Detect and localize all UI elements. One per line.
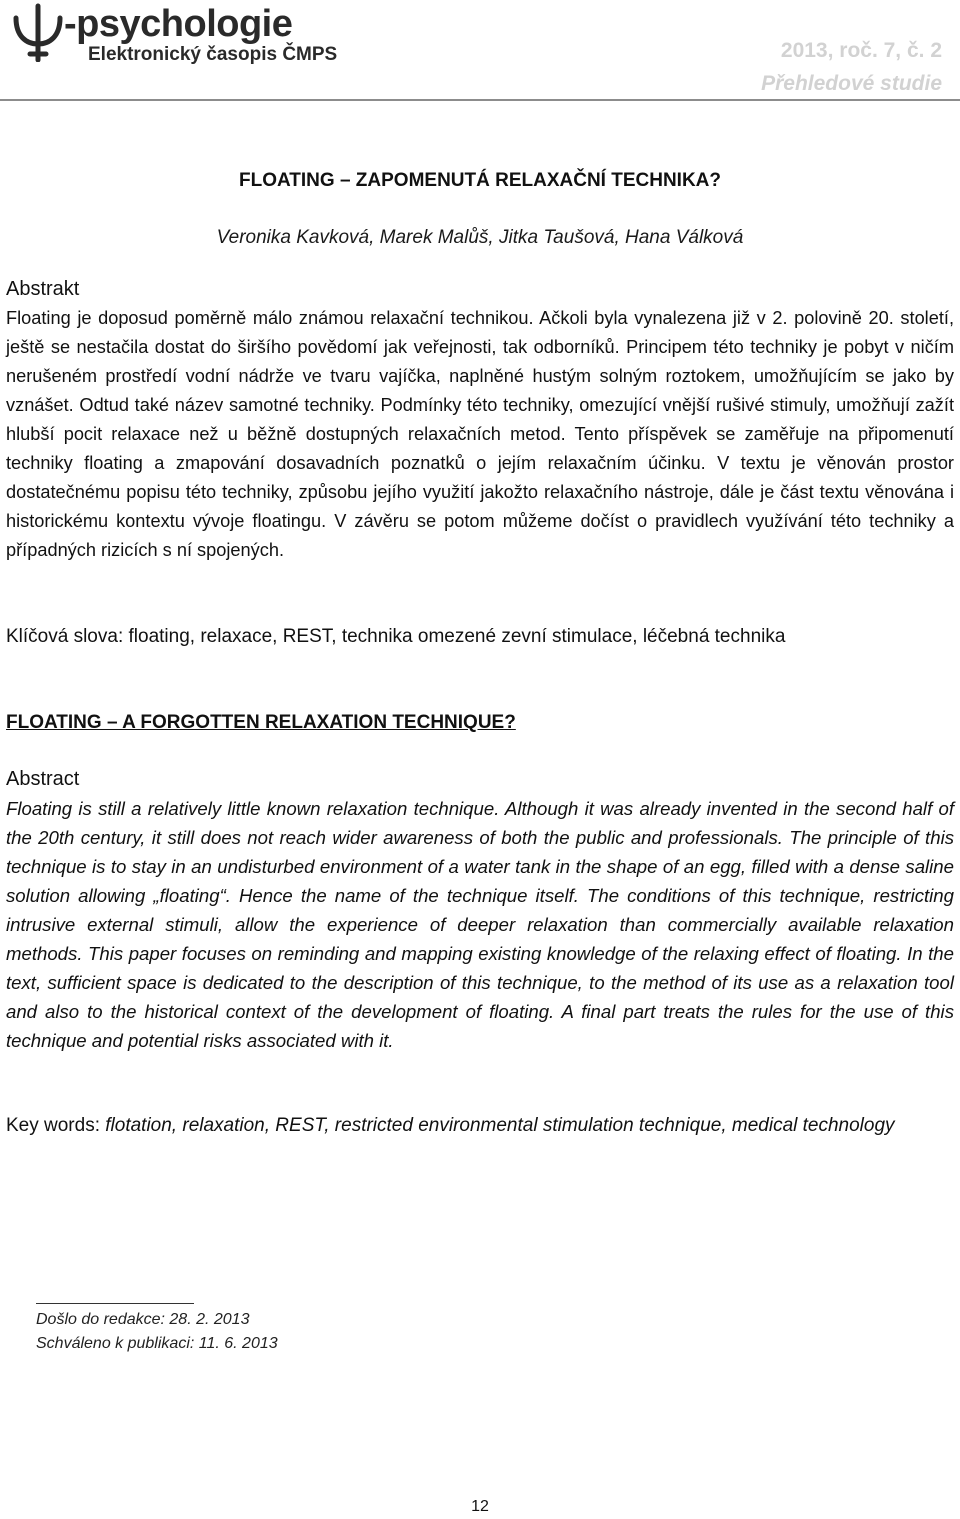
received-date: Došlo do redakce: 28. 2. 2013: [36, 1311, 250, 1328]
keywords-label-cz: Klíčová slova:: [6, 626, 124, 647]
keywords-text-cz: floating, relaxace, REST, technika omezené zevní stimulace, léčebná technika: [128, 626, 786, 647]
keywords-text-en: flotation, relaxation, REST, restricted environmental stimulation technique, medical technology: [105, 1115, 895, 1136]
abstract-label-en: Abstract: [6, 768, 80, 790]
logo-title: -psychologie: [64, 3, 293, 45]
psi-logo-icon: [8, 2, 68, 62]
authors: Veronika Kavková, Marek Malůš, Jitka Taušová, Hana Válková: [216, 227, 744, 248]
keywords-cz: [6, 622, 954, 651]
logo-subtitle: Elektronický časopis ČMPS: [88, 44, 338, 65]
article-type: Přehledové studie: [761, 72, 942, 95]
abstract-label-cz: Abstrakt: [6, 278, 80, 300]
accepted-date: Schváleno k publikaci: 11. 6. 2013: [36, 1335, 278, 1352]
article-title-cz: FLOATING – ZAPOMENUTÁ RELAXAČNÍ TECHNIKA?: [238, 170, 722, 191]
keywords-en: [6, 1111, 954, 1140]
abstract-en: Floating is still a relatively little known relaxation technique. Although it was already invented in the second half of the 20th century, it still does not reach wider awareness of both the public and professionals. The principle of this technique is to stay in an undisturbed environment of a water tank in the shape of an egg, filled with a dense saline solution allowing „floating“. Hence the name of the technique itself. The conditions of this technique, restricting intrusive external stimuli, allow the experience of deeper relaxation than commercially available relaxation methods. This paper focuses on reminding and mapping existing knowledge of the relaxing effect of floating. In the text, sufficient space is dedicated to the description of this technique, to the method of its use as a relaxation tool and also to the historical context of the development of floating. A final part treats the rules for the use of this technique and potential risks associated with it.: [6, 798, 954, 1051]
issue-info: 2013, roč. 7, č. 2: [780, 39, 942, 62]
journal-logo: [8, 2, 358, 68]
footnote-divider: [36, 1303, 194, 1304]
article-title-en: FLOATING – A FORGOTTEN RELAXATION TECHNIQUE?: [6, 712, 516, 733]
header-divider: [0, 99, 960, 101]
keywords-label-en: Key words:: [6, 1115, 100, 1136]
page-number: 12: [471, 1498, 489, 1515]
abstract-cz: Floating je doposud poměrně málo známou relaxační technikou. Ačkoli byla vynalezena již v 2. polovině 20. století, ještě se nestačila dostat do širšího povědomí jak veřejnosti, tak odborníků. Principem této techniky je pobyt v ničím nerušeném prostředí vodní nádrže ve tvaru vajíčka, naplněné hustým solným roztokem, umožňujícím se jako by vznášet. Odtud také název samotné techniky. Podmínky této techniky, omezující vnější rušivé stimuly, umožňují zažít hlubší pocit relaxace než u běžně dostupných relaxačních metod. Tento příspěvek se zaměřuje na připomenutí techniky floating a zmapování dosavadních poznatků o jejím relaxačním účinku. V textu je věnován prostor dostatečnému popisu této techniky, způsobu jejího využití jakožto relaxačního nástroje, dále je část textu věnována i historickému kontextu vývoje floatingu. V závěru se potom můžeme dočíst o pravidlech využívání této techniky a případných rizicích s ní spojených.: [6, 308, 954, 560]
